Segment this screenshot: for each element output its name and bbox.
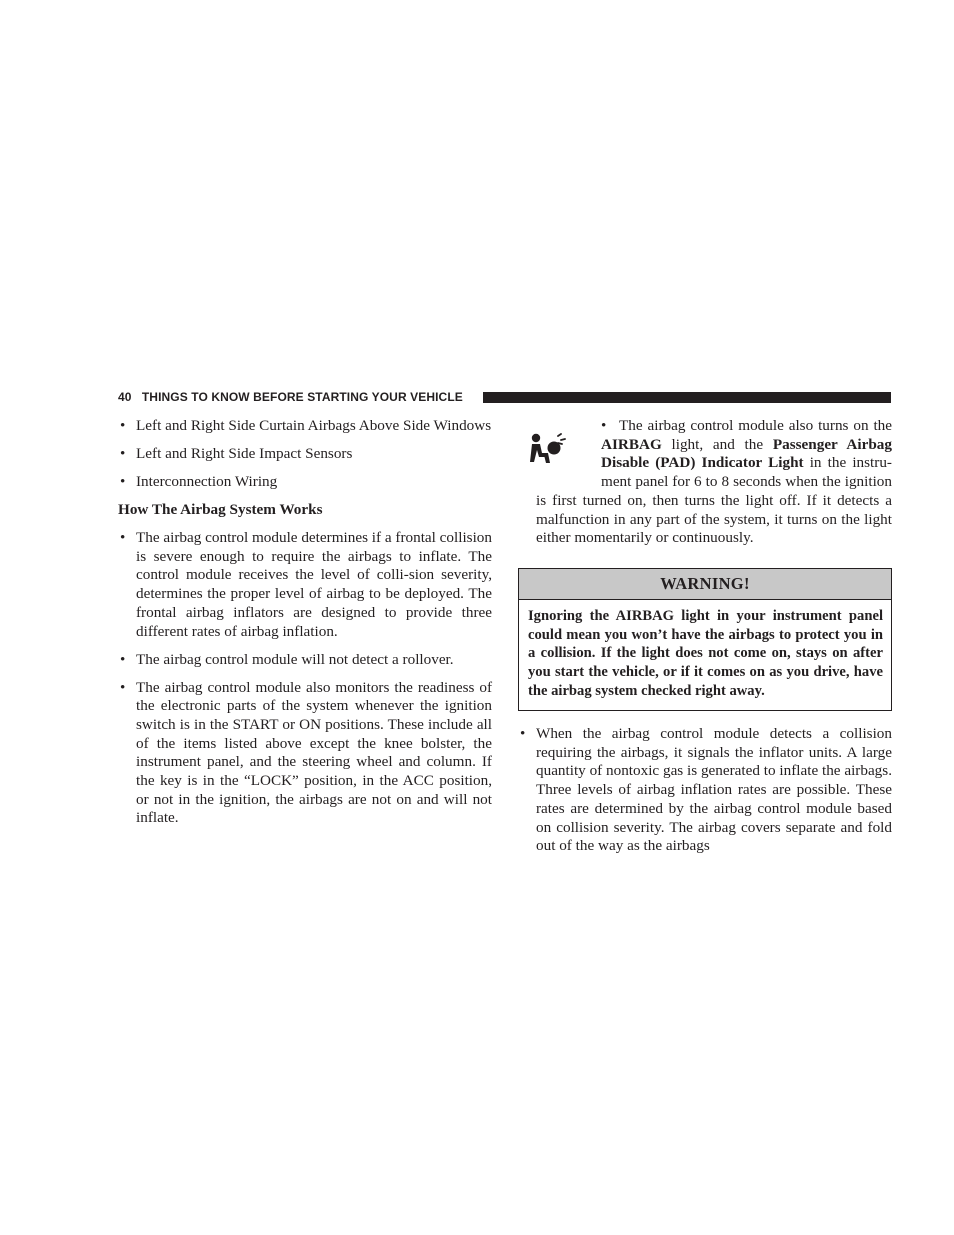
airbag-term: AIRBAG xyxy=(601,435,662,453)
header-bar xyxy=(483,392,891,403)
chapter-title: THINGS TO KNOW BEFORE STARTING YOUR VEHICLE xyxy=(141,390,463,404)
deployment-list xyxy=(518,725,892,865)
list-item: • The airbag control module will not detect a rollover. xyxy=(118,651,492,670)
section-title: How The Airbag System Works xyxy=(118,501,323,518)
airbag-light-text: • The airbag control module also turns on the AIRBAG light, and the Passenger Airbag Disable (PAD) Indicator Light in the instru-ment panel for 6 to 8 seconds when the ignition is first turned on, then turns the light off. If it detects a malfunction in any part of the system, it turns on the light either momentarily or continuously. xyxy=(536,417,892,547)
list-item: • Left and Right Side Impact Sensors xyxy=(118,445,492,464)
paragraph-text: in the instru-ment panel for 6 to 8 seconds when the ignition is first turned on, then turns the light off. If it detects a malfunction in any part of the system, it turns on the light either momentarily or continuously. xyxy=(536,454,892,547)
warning-body: Ignoring the AIRBAG light in your instrument panel could mean you won’t have the airbags to protect you in a collision. If the light does not come on, stays on after you start the vehicle, or if it comes on as you drive, have the airbag system checked right away. xyxy=(528,608,883,699)
component-list xyxy=(118,417,492,492)
airbag-light-paragraph xyxy=(518,417,892,548)
page-header xyxy=(118,389,891,405)
how-it-works-list xyxy=(118,529,492,828)
paragraph-text: The airbag control module also turns on the xyxy=(619,417,892,434)
warning-box xyxy=(518,568,892,711)
list-item: • When the airbag control module detects a collision requiring the airbags, it signals the inflator units. A large quantity of nontoxic gas is generated to inflate the airbags. Three levels of airbag inflation rates are possible. These rates are determined by the airbag control module based on collision severity. The airbag covers separate and fold out of the way as the airbags xyxy=(518,725,892,856)
pad-indicator-term: Passenger Airbag Disable (PAD) Indicator Light xyxy=(601,435,892,472)
list-item: • Interconnection Wiring xyxy=(118,473,492,492)
header-text xyxy=(118,390,463,404)
list-item: • The airbag control module also monitors the readiness of the electronic parts of the system whenever the ignition switch is in the START or ON positions. These include all of the items listed above except the knee bolster, the instrument panel, and the steering wheel and column. If the key is in the “LOCK” position, in the ACC position, or not in the ignition, the airbags are not on and will not inflate. xyxy=(118,679,492,829)
right-column xyxy=(518,417,892,855)
warning-title: WARNING! xyxy=(519,569,891,600)
list-item: • The airbag control module determines if a frontal collision is severe enough to require the airbags to inflate. The control module receives the level of colli-sion severity, determines the proper level of airbag to be deployed. The frontal airbag inflators are designed to provide three different rates of airbag inflation. xyxy=(118,529,492,641)
page-number: 40 xyxy=(118,390,132,404)
left-column xyxy=(118,417,492,837)
list-item: • Left and Right Side Curtain Airbags Above Side Windows xyxy=(118,417,492,436)
paragraph-text: light, and the xyxy=(661,435,773,453)
